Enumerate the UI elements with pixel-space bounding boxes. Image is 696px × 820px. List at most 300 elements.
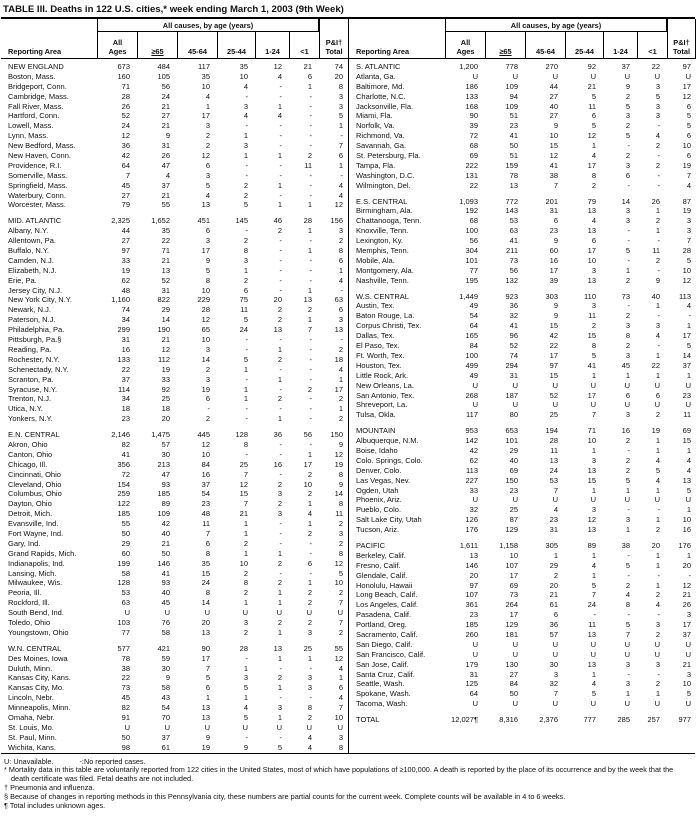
reporting-area-cell: Worcester, Mass.: [8, 200, 66, 210]
value-cell: U: [512, 380, 518, 390]
table-row: [1, 713, 348, 723]
reporting-area-cell: Columbus, Ohio: [8, 489, 62, 499]
reporting-area-cell: Austin, Tex.: [356, 301, 395, 311]
value-cell: 3: [205, 170, 210, 180]
value-cell: 24: [549, 465, 558, 475]
value-cell: 91: [121, 713, 130, 722]
value-cell: 130: [505, 659, 518, 669]
value-cell: 3: [277, 489, 282, 499]
value-cell: U: [276, 722, 282, 732]
value-cell: 285: [617, 715, 630, 725]
value-cell: 15: [682, 436, 691, 446]
col-header-ge65: ≥65: [485, 32, 525, 58]
table-row: [1, 628, 348, 638]
table-row: [1, 111, 348, 121]
section-row: [349, 62, 696, 72]
value-cell: 35: [201, 558, 210, 568]
value-cell: 4: [655, 455, 660, 465]
value-cell: 55: [161, 200, 170, 210]
table-row: [349, 276, 696, 286]
value-cell: 41: [161, 568, 170, 578]
value-cell: 3: [655, 101, 660, 111]
value-cell: 11: [588, 101, 596, 111]
reporting-area-cell: Knoxville, Tenn.: [356, 226, 409, 236]
value-cell: 1: [277, 344, 282, 354]
value-cell: 42: [161, 519, 170, 529]
value-cell: 22: [651, 360, 660, 370]
value-cell: 84: [509, 679, 518, 689]
table-row: [349, 341, 696, 351]
value-cell: 19: [201, 742, 210, 752]
value-cell: 42: [549, 331, 558, 341]
value-cell: U: [590, 639, 596, 649]
reporting-area-cell: Erie, Pa.: [8, 275, 37, 285]
value-cell: U: [472, 400, 478, 410]
value-cell: 8: [338, 81, 343, 91]
value-cell: -: [309, 275, 312, 285]
value-cell: 7: [307, 325, 312, 335]
value-cell: 9: [553, 301, 558, 311]
value-cell: 3: [655, 620, 660, 630]
value-cell: 25: [239, 459, 248, 469]
value-cell: -: [309, 364, 312, 374]
value-cell: 4: [307, 509, 312, 519]
value-cell: U: [590, 699, 596, 709]
value-cell: 40: [549, 101, 558, 111]
value-cell: 3: [625, 515, 630, 525]
value-cell: 21: [161, 255, 170, 265]
reporting-area-cell: Yonkers, N.Y.: [8, 414, 53, 424]
footnote-unknown-ages: ¶ Total includes unknown ages.: [4, 801, 106, 811]
value-cell: -: [657, 505, 660, 515]
value-cell: 2: [625, 436, 630, 446]
table-row: [349, 660, 696, 670]
value-cell: U: [472, 639, 478, 649]
value-cell: 2: [277, 673, 282, 683]
value-cell: 1: [591, 445, 596, 455]
reporting-area-cell: Paterson, N.J.: [8, 315, 56, 325]
value-cell: 9: [165, 131, 170, 141]
value-cell: 38: [549, 170, 558, 180]
value-cell: 3: [625, 350, 630, 360]
value-cell: 8: [205, 548, 210, 558]
reporting-area-cell: Syracuse, N.Y.: [8, 384, 58, 394]
value-cell: 190: [157, 325, 170, 335]
value-cell: 6: [625, 390, 630, 400]
value-cell: 10: [201, 81, 210, 91]
value-cell: U: [654, 649, 660, 659]
value-cell: U: [552, 495, 558, 505]
reporting-area-cell: Las Vegas, Nev.: [356, 475, 411, 485]
reporting-area-cell: Pueblo, Colo.: [356, 505, 402, 515]
value-cell: 8: [338, 742, 343, 752]
value-cell: 56: [469, 236, 478, 246]
value-cell: 13: [587, 629, 596, 639]
value-cell: -: [279, 364, 282, 374]
table-row: [349, 102, 696, 112]
value-cell: -: [657, 236, 660, 246]
value-cell: 4: [338, 693, 343, 703]
reporting-area-cell: San Francisco, Calif.: [356, 649, 426, 659]
value-cell: 30: [161, 449, 170, 459]
table-row: [1, 578, 348, 588]
value-cell: U: [685, 71, 691, 81]
table-row: [349, 226, 696, 236]
value-cell: 5: [205, 673, 210, 683]
value-cell: 19: [121, 265, 130, 275]
table-body-left: [1, 59, 348, 753]
value-cell: 63: [121, 598, 130, 608]
value-cell: 69: [509, 580, 518, 590]
reporting-area-cell: Dallas, Tex.: [356, 331, 395, 341]
reporting-area-cell: Camden, N.J.: [8, 255, 54, 265]
value-cell: 22: [121, 364, 130, 374]
value-cell: 5: [686, 255, 691, 265]
reporting-area-cell: Ogden, Utah: [356, 485, 399, 495]
value-cell: -: [688, 570, 691, 580]
value-cell: 30: [161, 663, 170, 673]
reporting-area-cell: Nashville, Tenn.: [356, 275, 409, 285]
value-cell: 53: [509, 216, 518, 226]
value-cell: 4: [591, 679, 596, 689]
value-cell: 35: [239, 62, 248, 71]
table-row: [1, 693, 348, 703]
value-cell: 150: [330, 430, 343, 440]
value-cell: U: [242, 722, 248, 732]
value-cell: 45: [161, 598, 170, 608]
value-cell: 26: [651, 196, 660, 206]
reporting-area-cell: St. Louis, Mo.: [8, 722, 54, 732]
value-cell: -: [309, 265, 312, 275]
value-cell: 1: [205, 101, 210, 111]
value-cell: U: [552, 649, 558, 659]
value-cell: -: [245, 404, 248, 414]
value-cell: 59: [161, 653, 170, 663]
value-cell: 3: [243, 255, 248, 265]
value-cell: 11: [550, 445, 558, 455]
value-cell: -: [279, 469, 282, 479]
value-cell: 3: [625, 659, 630, 669]
table-row: [1, 509, 348, 519]
value-cell: 31: [161, 141, 170, 151]
reporting-area-cell: Tucson, Ariz.: [356, 525, 400, 535]
value-cell: 15: [549, 321, 558, 331]
value-cell: U: [685, 380, 691, 390]
value-cell: 4: [591, 560, 596, 570]
value-cell: 1: [277, 598, 282, 608]
value-cell: 49: [469, 370, 478, 380]
reporting-area-cell: South Bend, Ind.: [8, 608, 64, 618]
value-cell: -: [657, 669, 660, 679]
value-cell: 72: [121, 469, 130, 479]
value-cell: 41: [549, 160, 558, 170]
value-cell: 4: [625, 590, 630, 600]
total-row: [349, 715, 696, 725]
value-cell: -: [279, 121, 282, 131]
value-cell: 21: [587, 81, 596, 91]
reporting-area-cell: Pittsburgh, Pa.§: [8, 335, 62, 345]
table-row: [1, 559, 348, 569]
value-cell: 2: [243, 180, 248, 190]
value-cell: -: [657, 311, 660, 321]
reporting-area-cell: Milwaukee, Wis.: [8, 578, 63, 588]
value-cell: 186: [465, 81, 478, 91]
value-cell: 1: [338, 673, 343, 683]
value-cell: U: [306, 722, 312, 732]
value-cell: 10: [682, 515, 691, 525]
value-cell: U: [624, 639, 630, 649]
value-cell: 5: [338, 111, 343, 121]
table-row: [349, 620, 696, 630]
value-cell: 7: [125, 170, 130, 180]
reporting-area-cell: Lincoln, Nebr.: [8, 693, 54, 703]
value-cell: 1: [277, 414, 282, 424]
reporting-area-cell: Gary, Ind.: [8, 538, 41, 548]
value-cell: 1: [625, 265, 630, 275]
value-cell: 13: [587, 275, 596, 285]
value-cell: 2: [307, 489, 312, 499]
value-cell: U: [472, 380, 478, 390]
table-row: [1, 121, 348, 131]
value-cell: 117: [466, 410, 478, 420]
value-cell: 17: [334, 384, 343, 394]
value-cell: 1: [205, 693, 210, 703]
value-cell: 10: [303, 479, 312, 489]
value-cell: -: [309, 354, 312, 364]
value-cell: 227: [465, 475, 478, 485]
value-cell: 2: [277, 394, 282, 404]
value-cell: 45: [121, 180, 130, 190]
value-cell: 15: [587, 475, 596, 485]
value-cell: U: [624, 699, 630, 709]
value-cell: 7: [553, 689, 558, 699]
value-cell: -: [340, 131, 343, 141]
reporting-area-cell: St. Paul, Minn.: [8, 732, 57, 742]
value-cell: 1: [307, 315, 312, 325]
value-cell: 1: [655, 370, 660, 380]
value-cell: 3: [338, 226, 343, 236]
value-cell: 72: [469, 131, 478, 141]
value-cell: 1: [655, 580, 660, 590]
value-cell: 14: [334, 489, 343, 499]
value-cell: 1: [277, 653, 282, 663]
value-cell: 2: [307, 384, 312, 394]
value-cell: 96: [509, 331, 518, 341]
value-cell: 6: [205, 683, 210, 693]
value-cell: 3: [338, 732, 343, 742]
value-cell: 5: [686, 111, 691, 121]
value-cell: 14: [201, 354, 210, 364]
value-cell: -: [627, 226, 630, 236]
value-cell: 46: [273, 216, 282, 226]
table-row: [1, 295, 348, 305]
value-cell: U: [552, 639, 558, 649]
value-cell: 9: [553, 121, 558, 131]
value-cell: U: [204, 722, 210, 732]
value-cell: -: [309, 121, 312, 131]
value-cell: -: [627, 180, 630, 190]
table-row: [349, 301, 696, 311]
value-cell: 11: [335, 509, 343, 519]
table-row: [349, 266, 696, 276]
value-cell: 131: [465, 170, 478, 180]
value-cell: 4: [338, 180, 343, 190]
value-cell: 20: [334, 71, 343, 81]
value-cell: U: [552, 699, 558, 709]
value-cell: 105: [157, 71, 170, 81]
value-cell: -: [207, 404, 210, 414]
value-cell: 10: [201, 449, 210, 459]
reporting-area-cell: Newark, N.J.: [8, 305, 51, 315]
value-cell: 10: [334, 578, 343, 588]
value-cell: 3: [625, 410, 630, 420]
reporting-area-cell: Seattle, Wash.: [356, 679, 405, 689]
value-cell: 19: [161, 364, 170, 374]
table-row: [349, 505, 696, 515]
value-cell: 1: [338, 404, 343, 414]
value-cell: 14: [682, 350, 691, 360]
value-cell: 5: [625, 101, 630, 111]
value-cell: 36: [273, 430, 282, 440]
value-cell: U: [654, 699, 660, 709]
value-cell: 55: [121, 519, 130, 529]
value-cell: 1: [277, 588, 282, 598]
value-cell: 10: [201, 335, 210, 345]
value-cell: 8: [205, 275, 210, 285]
value-cell: 20: [549, 580, 558, 590]
value-cell: 12: [682, 91, 691, 101]
value-cell: 257: [647, 715, 660, 725]
value-cell: -: [245, 160, 248, 170]
value-cell: 185: [465, 620, 478, 630]
value-cell: 103: [117, 617, 130, 627]
value-cell: 12: [682, 580, 691, 590]
reporting-area-cell: Los Angeles, Calif.: [356, 600, 419, 610]
value-cell: 100: [465, 226, 478, 236]
value-cell: 2: [307, 713, 312, 722]
value-cell: -: [627, 669, 630, 679]
value-cell: 1: [277, 548, 282, 558]
value-cell: 159: [505, 160, 518, 170]
value-cell: 10: [509, 550, 518, 560]
table-row: [1, 519, 348, 529]
value-cell: 3: [205, 121, 210, 131]
value-cell: 101: [465, 255, 478, 265]
reporting-area-cell: Albany, N.Y.: [8, 226, 49, 236]
value-cell: 1: [686, 445, 691, 455]
table-row: [1, 102, 348, 112]
reporting-area-cell: MOUNTAIN: [356, 426, 396, 436]
reporting-area-cell: Allentown, Pa.: [8, 236, 56, 246]
value-cell: 6: [338, 683, 343, 693]
value-cell: -: [309, 414, 312, 424]
value-cell: 2: [277, 315, 282, 325]
value-cell: U: [164, 722, 170, 732]
value-cell: 11: [652, 246, 660, 256]
value-cell: -: [279, 190, 282, 200]
value-cell: -: [279, 663, 282, 673]
table-row: [349, 236, 696, 246]
value-cell: 24: [201, 578, 210, 588]
value-cell: 82: [121, 439, 130, 449]
value-cell: 53: [121, 588, 130, 598]
reporting-area-cell: Long Beach, Calif.: [356, 590, 418, 600]
value-cell: 52: [161, 275, 170, 285]
value-cell: 4: [338, 364, 343, 374]
value-cell: 8: [338, 469, 343, 479]
value-cell: 13: [201, 200, 210, 210]
reporting-area-cell: Providence, R.I.: [8, 160, 62, 170]
value-cell: U: [472, 649, 478, 659]
value-cell: 9: [205, 732, 210, 742]
value-cell: 24: [161, 91, 170, 101]
table-row: [349, 206, 696, 216]
value-cell: 74: [509, 350, 518, 360]
value-cell: 1: [591, 570, 596, 580]
value-cell: 75: [239, 295, 248, 305]
value-cell: 23: [469, 610, 478, 620]
footnote-pennsylvania: § Because of changes in reporting methods in this Pennsylvania city, these numbers are partial counts for the current week. Complete counts will be available in 4 to 6 weeks.: [4, 792, 566, 802]
value-cell: 22: [549, 341, 558, 351]
reporting-area-cell: Boise, Idaho: [356, 445, 398, 455]
value-cell: U: [337, 608, 343, 618]
table-row: [349, 161, 696, 171]
value-cell: 52: [549, 390, 558, 400]
value-cell: -: [245, 170, 248, 180]
table-row: [1, 539, 348, 549]
value-cell: 109: [505, 101, 518, 111]
value-cell: 109: [157, 509, 170, 519]
value-cell: 22: [121, 673, 130, 683]
value-cell: 8: [591, 170, 596, 180]
table-row: [1, 141, 348, 151]
value-cell: 44: [549, 81, 558, 91]
value-cell: 6: [338, 151, 343, 161]
value-cell: 2: [205, 131, 210, 141]
value-cell: 1,449: [459, 291, 478, 301]
value-cell: 84: [201, 459, 210, 469]
value-cell: 1: [307, 578, 312, 588]
value-cell: 6: [686, 131, 691, 141]
reporting-area-cell: Lansing, Mich.: [8, 568, 57, 578]
value-cell: 17: [549, 350, 558, 360]
table-row: [349, 495, 696, 505]
value-cell: 3: [591, 265, 596, 275]
value-cell: 1: [277, 713, 282, 722]
value-cell: 2: [243, 627, 248, 637]
value-cell: 165: [465, 331, 478, 341]
table-row: [1, 191, 348, 201]
value-cell: 44: [121, 226, 130, 236]
reporting-area-cell: New York City, N.Y.: [8, 295, 72, 305]
value-cell: 451: [197, 216, 210, 226]
value-cell: 36: [121, 141, 130, 151]
value-cell: -: [279, 246, 282, 256]
reporting-area-cell: Washington, D.C.: [356, 170, 415, 180]
value-cell: 28: [303, 216, 312, 226]
value-cell: 1: [655, 301, 660, 311]
value-cell: 21: [161, 538, 170, 548]
value-cell: 305: [545, 540, 558, 550]
value-cell: -: [279, 528, 282, 538]
value-cell: U: [512, 400, 518, 410]
value-cell: 94: [509, 91, 518, 101]
value-cell: U: [590, 71, 596, 81]
value-cell: 3: [625, 216, 630, 226]
value-cell: 673: [117, 62, 130, 71]
value-cell: -: [245, 449, 248, 459]
value-cell: U: [685, 400, 691, 410]
